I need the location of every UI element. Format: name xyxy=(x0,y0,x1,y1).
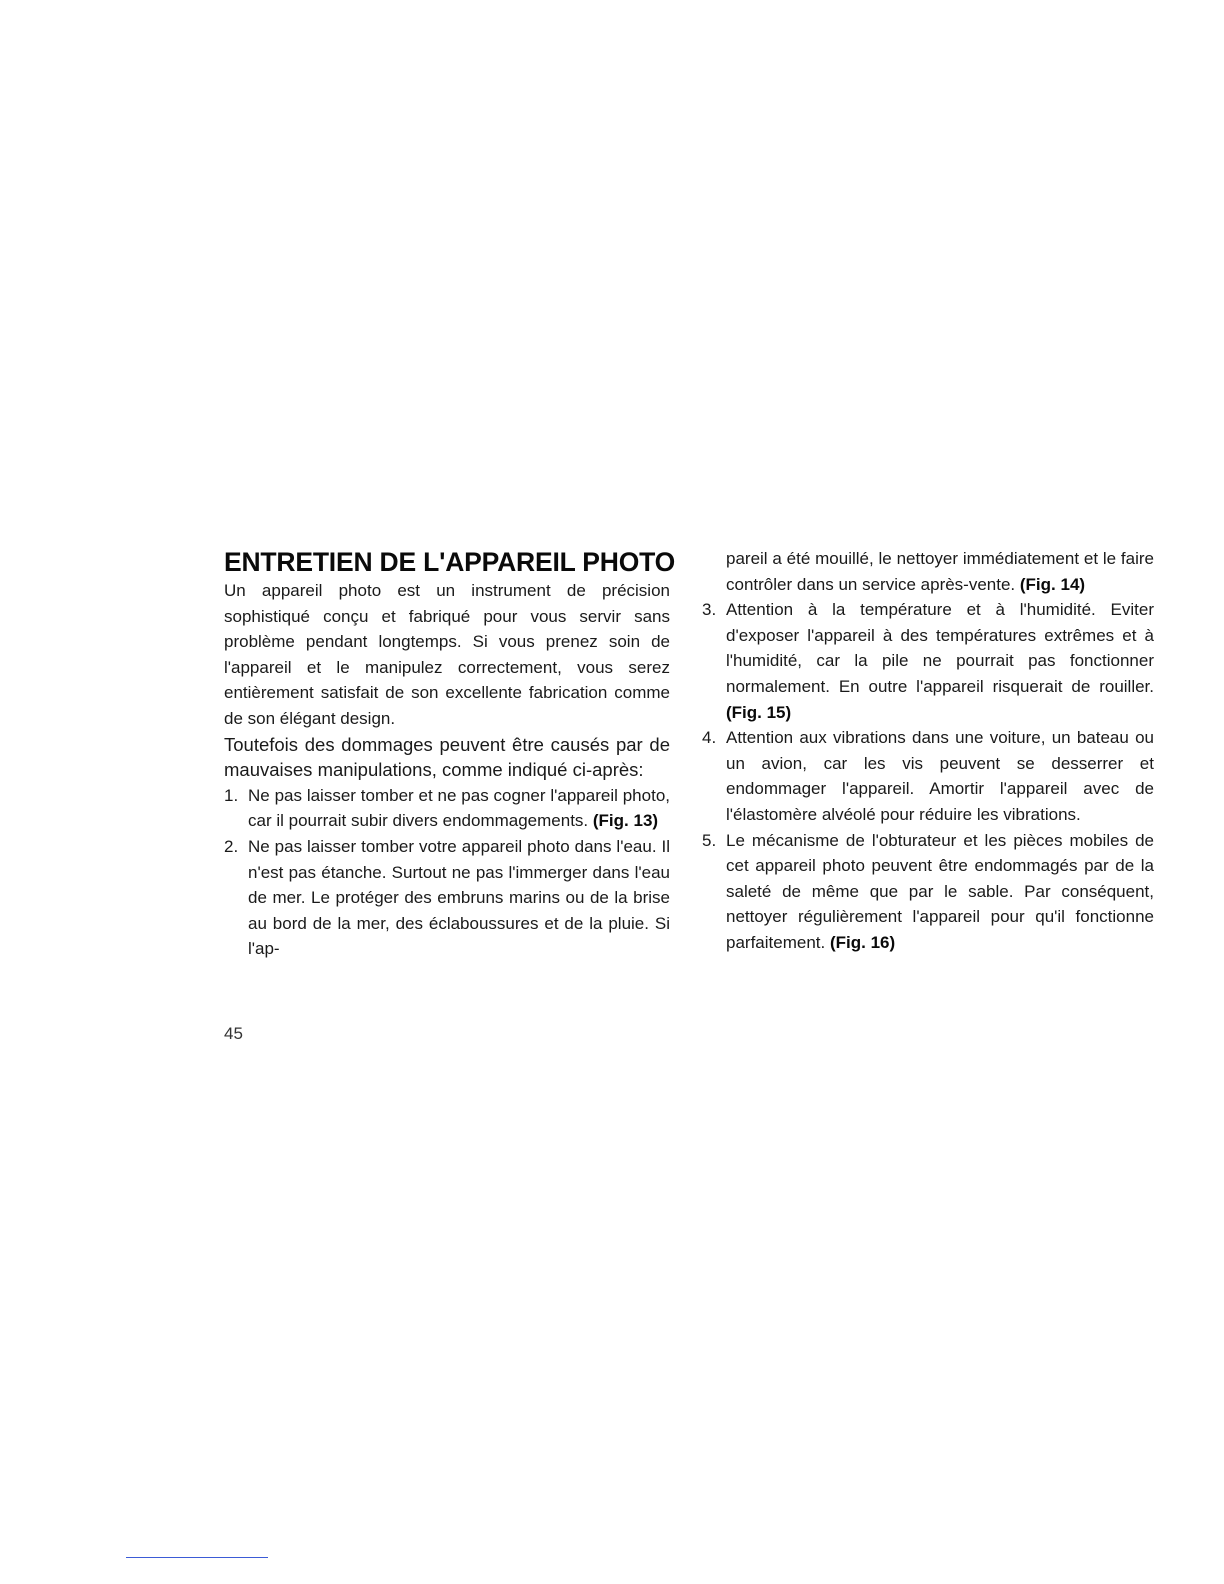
intro-paragraph: Un appareil photo est un instrument de précision sophistiqué conçu et fabriqué pour vous servir sans problème pendant longtemps. Si vous prenez soin de l'appareil et le manipulez correctement, vous serez entièrement satisfait de son excellente fabrication comme de son élégant design. xyxy=(224,581,670,728)
page-number: 45 xyxy=(224,1024,243,1043)
continuation-text: pareil a été mouillé, le nettoyer immédiatement et le faire contrôler dans un service après-vente. xyxy=(726,549,1154,594)
list-item xyxy=(702,828,1154,956)
item-text: Attention à la température et à l'humidité. Eviter d'exposer l'appareil à des températures extrêmes et à l'humidité, car la pile ne pourrait pas fonctionner normalement. En outre l'appareil risquerait de rouiller. xyxy=(726,600,1154,696)
item-number: 5. xyxy=(702,830,717,850)
item-text: Ne pas laisser tomber votre appareil photo dans l'eau. Il n'est pas étanche. Surtout ne pas l'immerger dans l'eau de mer. Le protéger des embruns marins ou de la brise au bord de la mer, des éclaboussures et de la pluie. Si l'ap- xyxy=(248,836,670,959)
page-title: ENTRETIEN DE L'APPAREIL PHOTO xyxy=(224,547,676,577)
list-item xyxy=(224,834,670,962)
item-number: 4. xyxy=(702,728,717,748)
precautions-list-left xyxy=(224,783,670,962)
figure-reference: (Fig. 15) xyxy=(726,702,792,722)
item-number: 2. xyxy=(224,836,239,856)
item-number: 1. xyxy=(224,785,239,805)
left-column xyxy=(224,546,676,962)
continued-item-text xyxy=(702,546,1154,597)
item-text: Attention aux vibrations dans une voiture, un bateau ou un avion, car les vis peuvent se desserrer et endommager l'appareil. Amortir l'appareil avec de l'élastomère alvéolé pour réduire les vibrations. xyxy=(726,728,1154,824)
warning-paragraph: Toutefois des dommages peuvent être causés par de mauvaises manipulations, comme indiqué ci-après: xyxy=(224,733,670,781)
precautions-list-right xyxy=(702,597,1154,955)
figure-reference: (Fig. 13) xyxy=(592,811,659,831)
item-number: 3. xyxy=(702,600,717,620)
right-column xyxy=(702,546,1154,956)
figure-reference: (Fig. 14) xyxy=(1019,574,1086,594)
figure-reference: (Fig. 16) xyxy=(829,932,896,952)
item-text: Le mécanisme de l'obturateur et les pièces mobiles de cet appareil photo peuvent être endommagés par de la saleté de même que par le sable. Par conséquent, nettoyer régulièrement l'appareil pour qu'il fonctionne parfaitement. xyxy=(726,830,1154,952)
list-item xyxy=(702,597,1154,725)
item-text: Ne pas laisser tomber et ne pas cogner l'appareil photo, car il pourrait subir divers endommagements. xyxy=(248,785,670,831)
footer-rule xyxy=(126,1557,268,1558)
list-item xyxy=(224,783,670,834)
list-item xyxy=(702,725,1154,827)
